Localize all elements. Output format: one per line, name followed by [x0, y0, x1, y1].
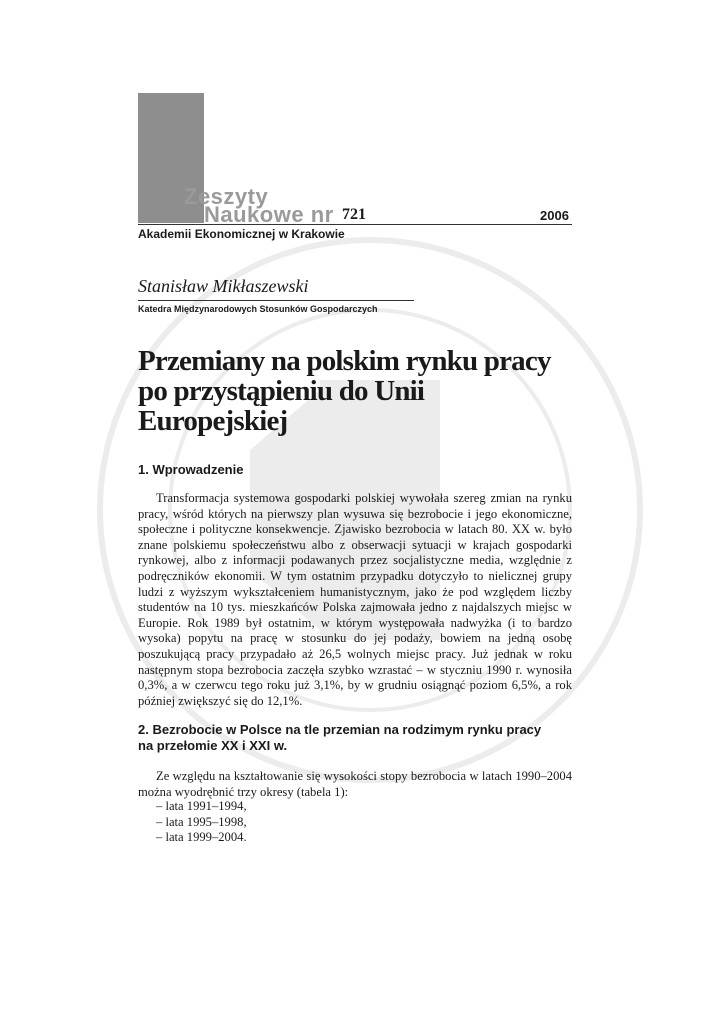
section-heading-1: 1. Wprowadzenie: [138, 462, 244, 477]
author-name: Stanisław Mikłaszewski: [138, 276, 309, 296]
article-title: Przemiany na polskim rynku pracy po przystąpieniu do Unii Europejskiej: [138, 345, 551, 437]
issue-number: 721: [342, 206, 366, 223]
journal-title-line2: Naukowe nr: [204, 202, 334, 227]
list-item: – lata 1991–1994,: [156, 799, 247, 813]
list-item: – lata 1995–1998,: [156, 814, 247, 829]
section-heading-2: 2. Bezrobocie w Polsce na tle przemian na rodzimym rynku pracy na przełomie XX i XXI w.: [138, 722, 542, 753]
publication-year: 2006: [540, 208, 569, 223]
author-rule: [138, 300, 414, 301]
header-rule: [138, 224, 572, 225]
academy-name: Akademii Ekonomicznej w Krakowie: [138, 227, 345, 241]
section-paragraph-1: Transformacja systemowa gospodarki polskiej wywołała szereg zmian na rynku pracy, wśród których na pierwszy plan wysuwa się bezrobocie i jego ekonomiczne, społeczne i polityczne konsekwencje. Zjawisko bezrobocia w latach 80. XX w. było znane polskiemu społeczeństwu albo z obserwacji sytuacji w krajach gospodarki rynkowej, albo z informacji podawanych przez socjalistyczne media, względnie z podręczników ekonomii. W tym ostatnim przypadku dotyczyło to nielicznej grupy ludzi z wyższym wykształceniem humanistycznym, jako że pod względem liczby studentów na 10 tys. mieszkańców Polska zajmowała jedno z najdalszych miejsc w Europie. Rok 1989 był ostatnim, w którym występowała nadwyżka (i to bardzo wysoka) popytu na pracę w stosunku do jej podaży, bowiem na jedną osobę poszukującą pracy przypadało aż 26,5 wolnych miejsc pracy. Już jednak w roku następnym stopa bezrobocia zaczęła szybko wzrastać – w styczniu 1990 r. wynosiła 0,3%, a w czerwcu tego roku już 3,1%, by w grudniu osiągnąć poziom 6,5%, a rok później zwiększyć się do 12,1%.: [138, 491, 572, 708]
section-paragraph-2: Ze względu na kształtowanie się wysokości stopy bezrobocia w latach 1990–2004 można wyodrębnić trzy okresy (tabela 1):: [138, 769, 572, 799]
list-item: – lata 1999–2004.: [156, 830, 247, 845]
periods-list: [156, 799, 247, 846]
journal-title-line1: Zeszyty: [184, 184, 269, 209]
author-affiliation: Katedra Międzynarodowych Stosunków Gospodarczych: [138, 304, 378, 314]
